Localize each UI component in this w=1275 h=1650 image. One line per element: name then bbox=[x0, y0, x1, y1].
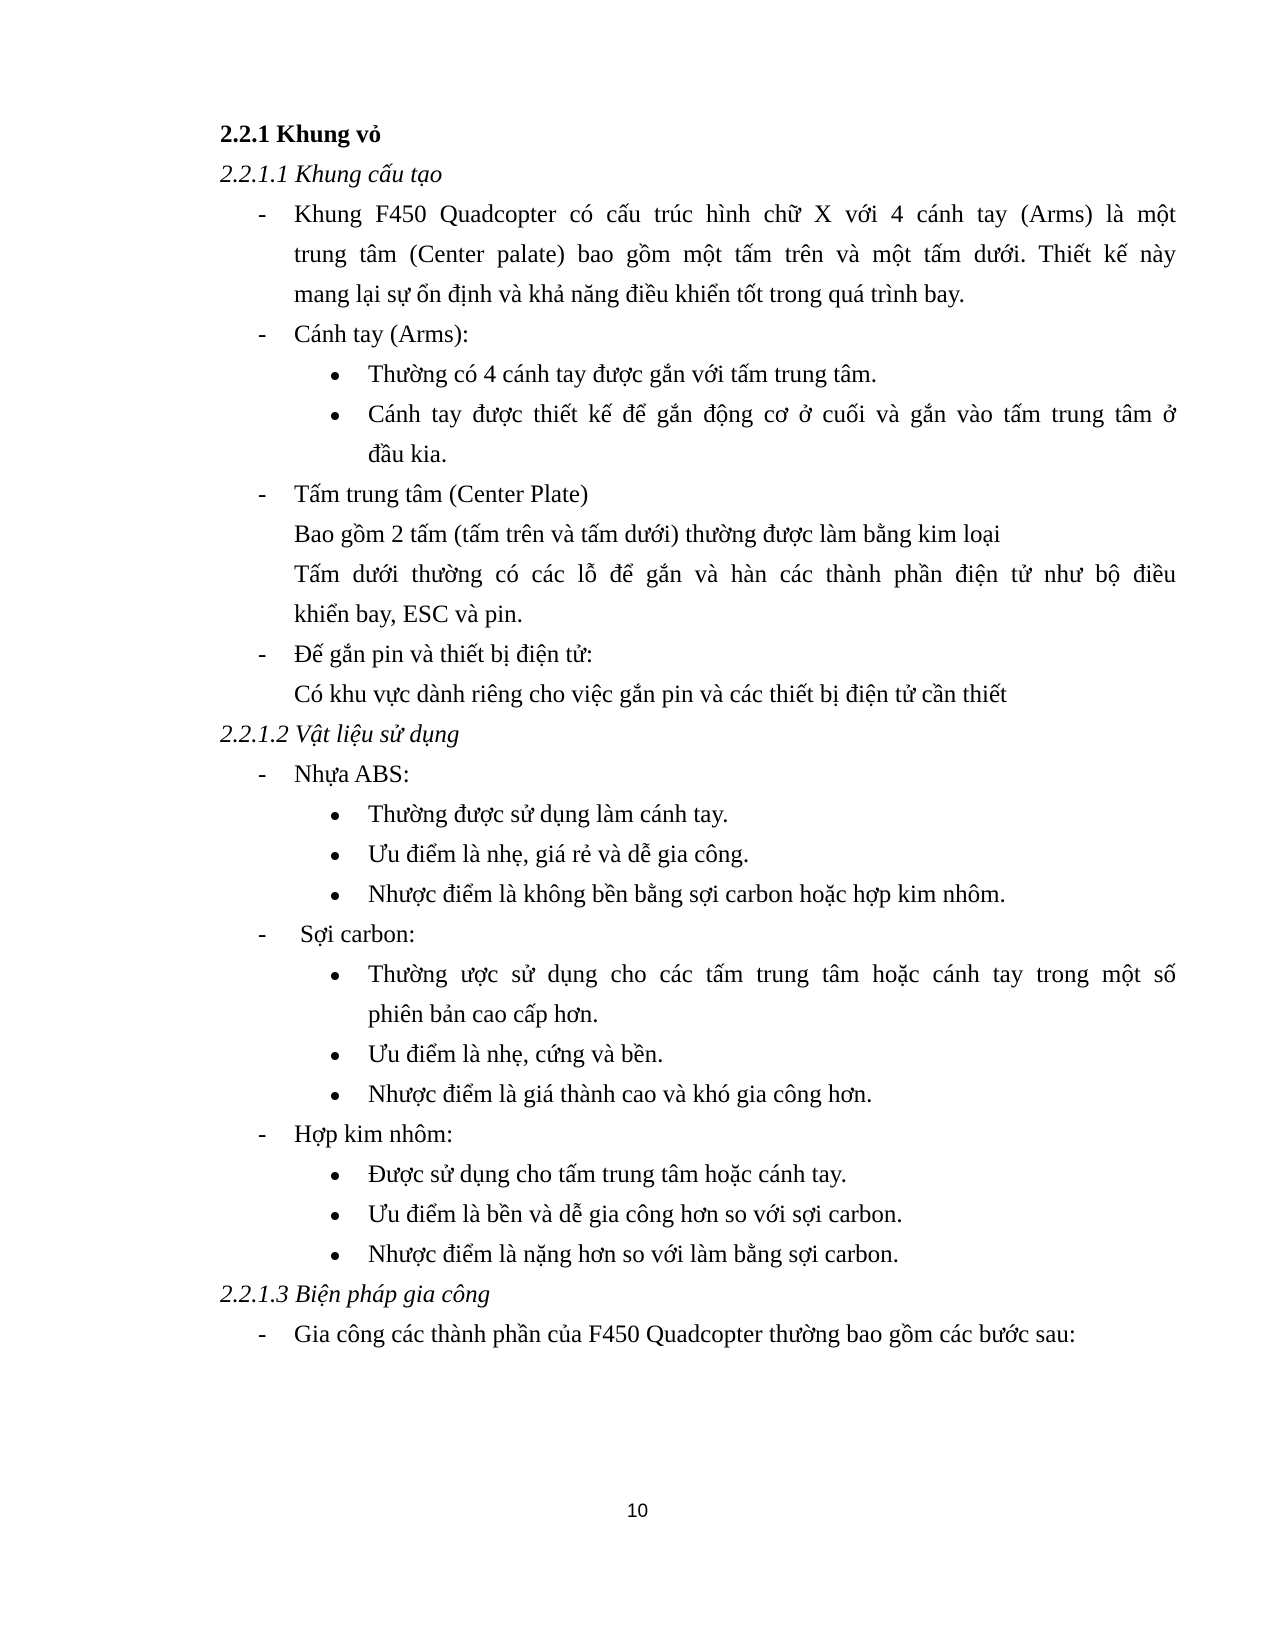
bullet-dot bbox=[331, 1212, 339, 1220]
carbon-item-3: Nhược điểm là giá thành cao và khó gia công hơn. bbox=[368, 1081, 873, 1108]
aluminum-item-1: Được sử dụng cho tấm trung tâm hoặc cánh tay. bbox=[368, 1161, 847, 1188]
subsection-heading-materials: 2.2.1.2 Vật liệu sử dụng bbox=[220, 721, 460, 748]
dash-marker: - bbox=[258, 641, 267, 668]
mount-line: Có khu vực dành riêng cho việc gắn pin và các thiết bị điện tử cần thiết bbox=[294, 681, 1007, 708]
structure-intro-line-1: Khung F450 Quadcopter có cấu trúc hình chữ X với 4 cánh tay (Arms) là một bbox=[294, 201, 1176, 228]
bullet-dot bbox=[331, 372, 339, 380]
section-heading: 2.2.1 Khung vỏ bbox=[220, 121, 382, 148]
dash-marker: - bbox=[258, 761, 267, 788]
subsection-heading-structure: 2.2.1.1 Khung cấu tạo bbox=[220, 161, 443, 188]
arms-bullet-2-line-1: Cánh tay được thiết kế để gắn động cơ ở cuối và gắn vào tấm trung tâm ở bbox=[368, 401, 1176, 428]
aluminum-title: Hợp kim nhôm: bbox=[294, 1121, 454, 1148]
mount-title: Đế gắn pin và thiết bị điện tử: bbox=[294, 641, 593, 668]
bullet-dot bbox=[331, 1172, 339, 1180]
dash-marker: - bbox=[258, 201, 267, 228]
carbon-item-2: Ưu điểm là nhẹ, cứng và bền. bbox=[368, 1041, 664, 1068]
bullet-dot bbox=[331, 972, 339, 980]
subsection-heading-processing: 2.2.1.3 Biện pháp gia công bbox=[220, 1281, 491, 1308]
bullet-dot bbox=[331, 1052, 339, 1060]
page-number: 10 bbox=[626, 1501, 649, 1522]
carbon-item-1-line-1: Thường ược sử dụng cho các tấm trung tâm hoặc cánh tay trong một số bbox=[368, 961, 1176, 988]
bullet-dot bbox=[331, 852, 339, 860]
processing-line: Gia công các thành phần của F450 Quadcopter thường bao gồm các bước sau: bbox=[294, 1321, 1076, 1348]
structure-intro-line-2: trung tâm (Center palate) bao gồm một tấm trên và một tấm dưới. Thiết kế này bbox=[294, 241, 1176, 268]
bullet-dot bbox=[331, 412, 339, 420]
carbon-title: Sợi carbon: bbox=[300, 921, 416, 948]
bullet-dot bbox=[331, 1252, 339, 1260]
dash-marker: - bbox=[258, 1121, 267, 1148]
arms-bullet-2-line-2: đầu kia. bbox=[368, 441, 448, 468]
bullet-dot bbox=[331, 812, 339, 820]
bullet-dot bbox=[331, 892, 339, 900]
center-plate-line-1: Bao gồm 2 tấm (tấm trên và tấm dưới) thường được làm bằng kim loại bbox=[294, 521, 1001, 548]
abs-title: Nhựa ABS: bbox=[294, 761, 410, 788]
aluminum-item-3: Nhược điểm là nặng hơn so với làm bằng sợi carbon. bbox=[368, 1241, 899, 1268]
arms-title: Cánh tay (Arms): bbox=[294, 321, 469, 348]
abs-item-1: Thường được sử dụng làm cánh tay. bbox=[368, 801, 729, 828]
abs-item-2: Ưu điểm là nhẹ, giá rẻ và dễ gia công. bbox=[368, 841, 750, 868]
arms-bullet-1: Thường có 4 cánh tay được gắn với tấm trung tâm. bbox=[368, 361, 877, 388]
structure-intro-line-3: mang lại sự ổn định và khả năng điều khiển tốt trong quá trình bay. bbox=[294, 281, 965, 308]
dash-marker: - bbox=[258, 481, 267, 508]
dash-marker: - bbox=[258, 921, 267, 948]
center-plate-line-2: Tấm dưới thường có các lỗ để gắn và hàn các thành phần điện tử như bộ điều bbox=[294, 561, 1176, 588]
carbon-item-1-line-2: phiên bản cao cấp hơn. bbox=[368, 1001, 599, 1028]
dash-marker: - bbox=[258, 1321, 267, 1348]
bullet-dot bbox=[331, 1092, 339, 1100]
center-plate-line-3: khiển bay, ESC và pin. bbox=[294, 601, 523, 628]
abs-item-3: Nhược điểm là không bền bằng sợi carbon hoặc hợp kim nhôm. bbox=[368, 881, 1006, 908]
center-plate-title: Tấm trung tâm (Center Plate) bbox=[294, 481, 589, 508]
aluminum-item-2: Ưu điểm là bền và dễ gia công hơn so với sợi carbon. bbox=[368, 1201, 903, 1228]
dash-marker: - bbox=[258, 321, 267, 348]
